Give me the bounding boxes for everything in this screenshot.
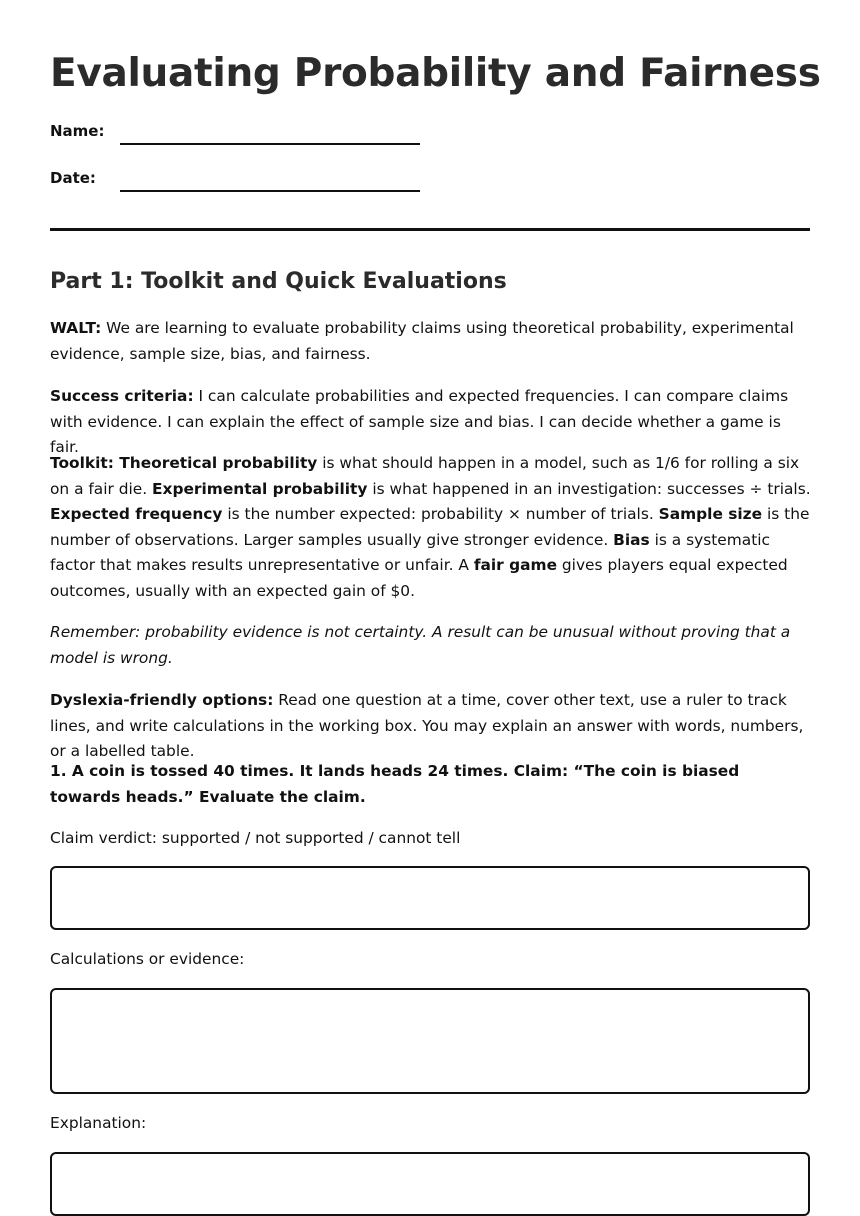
- calculations-answer-box[interactable]: [50, 988, 810, 1094]
- success-criteria-label: Success criteria:: [50, 387, 194, 405]
- explanation-label: Explanation:: [50, 1114, 147, 1132]
- verdict-answer-box[interactable]: [50, 866, 810, 930]
- walt-text: We are learning to evaluate probability claims using theoretical probability, experimental evidence, sample size, bias, and fairness.: [50, 319, 794, 363]
- toolkit-term-experimental: Experimental probability: [152, 479, 368, 498]
- calculations-label: Calculations or evidence:: [50, 950, 245, 968]
- toolkit-term-sample-size: Sample size: [658, 505, 763, 523]
- page-title: Evaluating Probability and Fairness: [50, 51, 821, 96]
- dyslexia-options-text: Read one question at a time, cover other text, use a ruler to track lines, and write calculations in the working box. You may explain an answer with words, numbers, or a labelled table.: [50, 691, 804, 760]
- verdict-label: Claim verdict: supported / not supported / cannot tell: [50, 829, 461, 847]
- toolkit-def-bias: is a systematic factor that makes results unrepresentative or unfair. A: [50, 530, 770, 574]
- part1-heading: Part 1: Toolkit and Quick Evaluations: [50, 269, 507, 294]
- toolkit-term-bias: Bias: [613, 530, 650, 549]
- date-label: Date:: [50, 169, 96, 187]
- toolkit-def-expected: is the number expected: probability × number of trials.: [222, 505, 659, 523]
- toolkit-def-experimental: is what happened in an investigation: successes ÷ trials.: [367, 479, 811, 498]
- success-criteria-paragraph: [50, 384, 812, 461]
- remember-note: Remember: probability evidence is not certainty. A result can be unusual without proving that a model is wrong.: [50, 623, 791, 667]
- section-divider: [50, 228, 810, 231]
- toolkit-term-fair-game: fair game: [473, 556, 558, 574]
- walt-paragraph: [50, 316, 812, 367]
- toolkit-paragraph: [50, 451, 812, 604]
- date-field[interactable]: [120, 190, 420, 192]
- name-field[interactable]: [120, 143, 420, 145]
- toolkit-def-sample-size: is the number of observations. Larger samples usually give stronger evidence.: [50, 505, 810, 549]
- name-label: Name:: [50, 122, 105, 140]
- dyslexia-options-label: Dyslexia-friendly options:: [50, 691, 274, 709]
- toolkit-term-expected: Expected frequency: [50, 505, 223, 523]
- toolkit-def-fair-game: gives players equal expected outcomes, usually with an expected gain of $0.: [50, 556, 788, 600]
- question-1-prompt: 1. A coin is tossed 40 times. It lands heads 24 times. Claim: “The coin is biased towards heads.” Evaluate the claim.: [50, 762, 740, 806]
- walt-label: WALT:: [50, 319, 102, 337]
- toolkit-term-theoretical: Toolkit: Theoretical probability: [50, 454, 318, 472]
- toolkit-def-theoretical: is what should happen in a model, such as 1/6 for rolling a six on a fair die.: [50, 454, 800, 498]
- success-criteria-text: I can calculate probabilities and expected frequencies. I can compare claims with evidence. I can explain the effect of sample size and bias. I can decide whether a game is fair.: [50, 387, 789, 456]
- dyslexia-options-paragraph: [50, 688, 812, 765]
- explanation-answer-box[interactable]: [50, 1152, 810, 1216]
